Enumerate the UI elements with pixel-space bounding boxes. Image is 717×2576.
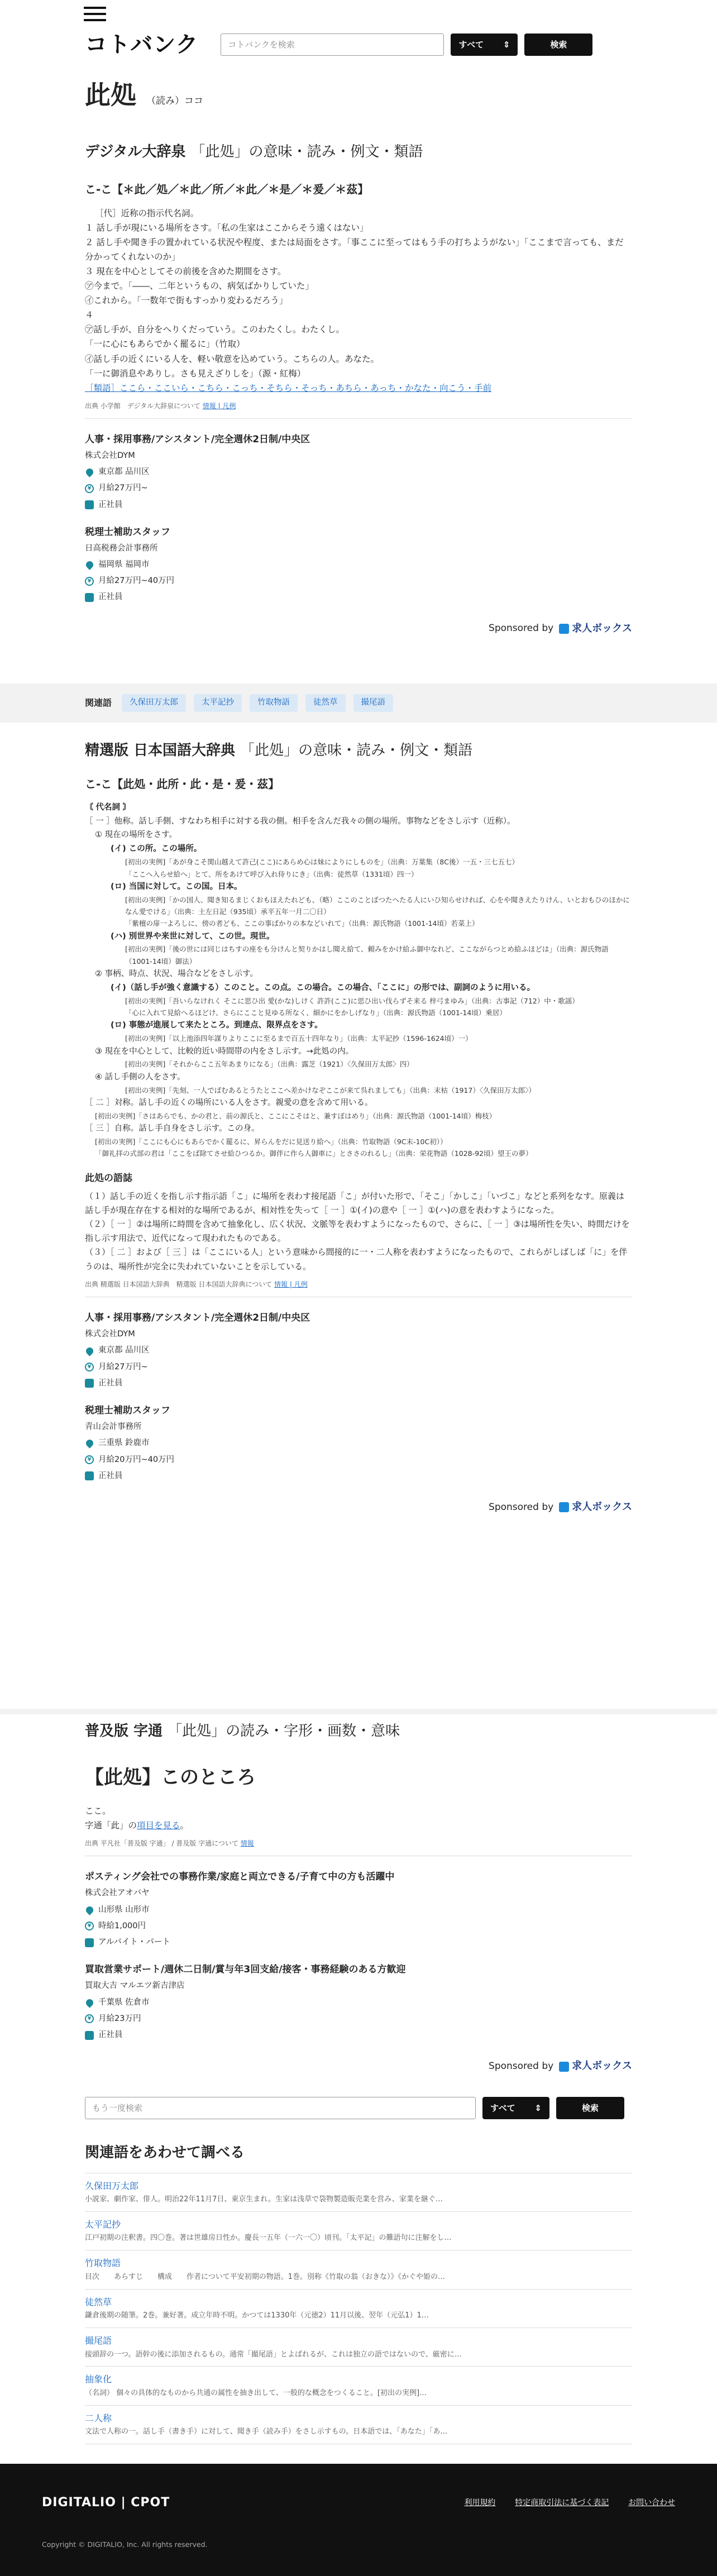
job-title[interactable]: 人事・採用事務/アシスタント/完全週休2日制/中央区 xyxy=(85,1312,310,1324)
sponsor-text: Sponsored by xyxy=(489,2060,554,2072)
kyujinbox-icon xyxy=(559,1502,569,1512)
sponsor-text: Sponsored by xyxy=(489,623,554,634)
def-line: ㋐今まで。「――、二年というもの、病気ばかりしていた」 xyxy=(85,281,314,291)
job-place: 三重県 鈴鹿市 xyxy=(98,1438,150,1448)
kyujinbox-name: 求人ボックス xyxy=(572,622,632,634)
footer-links xyxy=(447,2496,675,2509)
gogen-para: （３）［ 二 ］および［ 三 ］は「ここにいる人」という意味から間接的に一・二人称を表わすようになったもので、これらがしばしば「に」を伴うのは、場所性が完全に失われていないことを示している。 xyxy=(85,1247,628,1272)
related-terms-band xyxy=(0,684,717,723)
sponsor-line xyxy=(85,2058,632,2075)
job-employment xyxy=(85,1470,632,1483)
digitalio-logo: DIGITALIO xyxy=(42,2496,116,2510)
bottom-search xyxy=(85,2097,632,2119)
job-location xyxy=(85,1437,632,1450)
briefcase-icon xyxy=(85,1938,94,1947)
def-line: ㋑話し手の近くにいる人を、軽い敬意を込めていう。こちらの人。あなた。 xyxy=(85,353,380,364)
yen-icon: ¥ xyxy=(85,1363,94,1371)
def-line: ［ 三 ］自称。話し手自身をさし示す。この身。 xyxy=(85,1124,260,1134)
kyujinbox-name: 求人ボックス xyxy=(572,1500,632,1513)
example-line: [初出の実例]「後の世には同じはちすの座をも分けんと契りかはし聞え給て、頼みをかけ給ふ御中なれど、ここながらつとめ給ふほどは」（出典：源氏物語（1001‐14頃）御法） xyxy=(125,945,609,966)
search-input[interactable]: コトバンクを検索 xyxy=(221,34,444,56)
example-line: [初出の実例]「あが身こそ関山越えて許己(ここ)にあらめ心は妹によりにしものを」（出典：万葉集（8C後）一五・三七五七） xyxy=(125,858,519,867)
page-title: 此処 xyxy=(85,80,136,110)
job-employment xyxy=(85,1936,632,1949)
job-place: 山形県 山形市 xyxy=(98,1905,150,1914)
example-line: [初出の実例]「先刻、一人でばむあるとうたとここへ差かけなぞここが来て呉れましても」（出典：末枯（1917）〈久保田万太郎〉） xyxy=(125,1086,536,1095)
jitsu-heading: 【此処】このところ xyxy=(85,1766,256,1789)
yen-icon: ¥ xyxy=(85,577,94,586)
kyujinbox-name: 求人ボックス xyxy=(572,2060,632,2072)
example-line: [初出の実例]「さはあらでも、かの君と、前の源氏と、ここにこそはと、兼すぼはめり」（出典：源氏物語（1001‐14頃）梅枝） xyxy=(95,1111,496,1120)
cpot-logo: CPOT xyxy=(131,2496,170,2510)
source-text: 出典 精選版 日本国語大辞典 精選版 日本国語大辞典について xyxy=(85,1280,273,1288)
job-employment xyxy=(85,2029,632,2042)
related-label: 関連語 xyxy=(85,697,112,709)
def-line: ４ xyxy=(85,310,94,321)
source-info-link[interactable]: 情報 | 凡例 xyxy=(274,1280,308,1288)
location-pin-icon xyxy=(84,560,94,570)
related-tag[interactable]: 徒然草 xyxy=(305,694,346,711)
job-title[interactable]: 人事・採用事務/アシスタント/完全週休2日制/中央区 xyxy=(85,433,310,445)
job-pay: 月給27万円~ xyxy=(98,1362,148,1371)
briefcase-icon xyxy=(85,1471,94,1480)
related-desc: 江戸初期の注釈書。四〇巻。著は世雄房日性か。慶長一五年（一六一〇）頃刊。「太平記」の難語句に注解をし… xyxy=(85,2234,452,2243)
list-item[interactable] xyxy=(85,2406,632,2444)
copyright: Copyright © DIGITALIO, Inc. All rights reserved. xyxy=(42,2540,208,2549)
briefcase-icon xyxy=(85,500,94,509)
def-line: (ハ) 別世界や来世に対して、この世。現世。 xyxy=(111,931,275,941)
example-line: [初出の実例]「吾いらなけれく そこに思ひ出 愛(かな)しけく 許許(ここ)に思ひ出い伐らずそ来る 梓弓まゆみ」（出典：古事記（712）中・歌謡） xyxy=(125,996,579,1005)
headword xyxy=(85,75,632,116)
job-location xyxy=(85,558,632,571)
job-employment xyxy=(85,499,632,512)
footer-link-terms[interactable]: 利用規約 xyxy=(464,2498,496,2508)
dict-name: 精選版 日本国語大辞典 xyxy=(85,742,236,759)
search-scope-label: すべて xyxy=(458,40,484,50)
job-card[interactable] xyxy=(85,432,632,512)
yen-icon: ¥ xyxy=(85,1455,94,1464)
def-line xyxy=(85,1818,632,1833)
entry-body-fukyuban xyxy=(85,1804,632,1833)
kyujinbox-logo[interactable] xyxy=(559,621,632,637)
location-pin-icon xyxy=(84,467,94,477)
job-salary xyxy=(85,482,632,495)
kyujinbox-icon xyxy=(559,624,569,634)
kyujinbox-icon xyxy=(559,2062,569,2072)
search-button[interactable]: 検索 xyxy=(524,34,592,56)
source-line xyxy=(85,401,632,412)
related-term[interactable]: 撮尾語 xyxy=(85,2335,112,2346)
pos-label: 〘 代名詞 〙 xyxy=(85,802,131,812)
def-line: (ロ) 事態が進展して来たところ。到達点、限界点をさす。 xyxy=(111,1021,323,1030)
related-term[interactable]: 久保田万太郎 xyxy=(85,2180,139,2191)
item-link[interactable]: 項目を見る xyxy=(137,1820,180,1831)
job-type: アルバイト・パート xyxy=(98,1937,170,1947)
related-term[interactable]: 太平記抄 xyxy=(85,2219,121,2230)
job-salary xyxy=(85,2013,632,2025)
job-company: 株式会社DYM xyxy=(85,451,135,460)
def-line: ㋑これから。「一数年で街もすっかり変わるだろう」 xyxy=(85,295,288,306)
source-text: 出典 小学館 デジタル大辞泉について xyxy=(85,402,200,410)
related-desc: 小説家、劇作家、俳人。明治22年11月7日、東京生まれ。生家は浅草で袋物製造販売業を営み、家業を継ぐ… xyxy=(85,2195,443,2204)
def-line: 「一に御消息やありし。さも見えざりしを」（源・紅梅） xyxy=(85,368,306,379)
list-item[interactable] xyxy=(85,2328,632,2367)
sponsor-line xyxy=(85,1499,632,1516)
job-card[interactable] xyxy=(85,525,632,604)
main-content xyxy=(85,75,632,637)
job-card[interactable] xyxy=(85,1962,632,2042)
related-term[interactable]: 竹取物語 xyxy=(85,2258,121,2269)
job-salary xyxy=(85,1454,632,1466)
kyujinbox-logo[interactable] xyxy=(559,1499,632,1516)
def-line: ここ。 xyxy=(85,1805,111,1816)
example-line: 「御礼拝の式部の君は「ここをば除てさせ給ひつるか。御伴に作ら人御車に」とささのれるし」（出典：栄花物語（1028‐92頃）望王の夢） xyxy=(95,1149,533,1158)
def-line: ④ 話し手側の人をさす。 xyxy=(95,1072,185,1082)
job-location xyxy=(85,1904,632,1917)
section-title-seisenban xyxy=(85,739,632,763)
source-line xyxy=(85,1838,632,1849)
job-place: 東京都 品川区 xyxy=(98,467,150,477)
synonyms-line[interactable]: ［類語］ここら・ここいら・こちら・こっち・そちら・そっち・あちら・あっち・かなた・向こう・手前 xyxy=(85,383,492,393)
gogen-para: （２）［ 一 ］②は場所に時間を含めて抽象化し、広く状況、文脈等を表わすようになったもので、さらに、［ 一 ］③は場所性を失い、時間だけを指し示す用法で、近代になって現われたものである。 xyxy=(85,1219,630,1244)
search-button[interactable]: 検索 xyxy=(556,2097,624,2119)
def-line: ① 現在の場所をさす。 xyxy=(95,830,177,840)
job-place: 千葉県 佐倉市 xyxy=(98,1997,150,2007)
job-place: 福岡県 福岡市 xyxy=(98,560,150,570)
location-pin-icon xyxy=(84,1438,94,1449)
job-type: 正社員 xyxy=(98,500,123,509)
link-suffix: 。 xyxy=(180,1820,189,1831)
sponsor-line xyxy=(85,621,632,637)
def-line: ２ 話し手や聞き手の置かれている状況や程度、または局面をさす。「事ここに至ってはもう手の打ちようがない」「ここまで言っても、まだ分かってくれないのか」 xyxy=(85,237,624,262)
def-line: 「一に心にもあらでかく罷るに」（竹取） xyxy=(85,339,245,350)
list-item[interactable] xyxy=(85,2290,632,2328)
topbar xyxy=(0,0,717,28)
related-tag[interactable]: 竹取物語 xyxy=(250,694,298,711)
site-footer xyxy=(0,2464,717,2576)
example-line: [初出の実例]「以上池添四年謀りよりここに至るまで百五十四年なり」（出典：太平記抄（1596‐1624頃）一） xyxy=(125,1034,472,1043)
job-title[interactable]: 買取営業サポート/週休二日制/賞与年3回支給/接客・事務経験のある方歓迎 xyxy=(85,1964,406,1976)
def-line: ［ 一 ］他称。話し手側、すなわち相手に対する我の側。相手を含んだ我々の側の場所。事物などをさし示す（近称）。 xyxy=(85,816,515,826)
job-employment xyxy=(85,1377,632,1390)
related-tag[interactable]: 太平記抄 xyxy=(194,694,242,711)
list-item[interactable] xyxy=(85,2212,632,2250)
def-line: ［ 二 ］対称。話し手の近くの場所にいる人をさす。親愛の意を含めて用いる。 xyxy=(85,1098,373,1107)
job-title[interactable]: 税理士補助スタッフ xyxy=(85,1404,170,1416)
source-line xyxy=(85,1279,632,1290)
related-tag[interactable]: 久保田万太郎 xyxy=(122,694,186,711)
job-type: 正社員 xyxy=(98,1378,123,1388)
job-pay: 時給1,000円 xyxy=(98,1921,146,1930)
job-company: 株式会社アオバヤ xyxy=(85,1889,150,1898)
divider xyxy=(85,418,632,419)
def-line: ３ 現在を中心としてその前後を含めた期間をさす。 xyxy=(85,266,286,277)
example-line: 「ここへ入らせ給へ」とて、所をあけて呼び入れ侍りにき」（出典：徒然草（1331頃）四一） xyxy=(125,869,418,878)
section-separator-band xyxy=(0,1709,717,1714)
dict-name: 普及版 字通 xyxy=(85,1723,163,1739)
gogen-para: （１）話し手の近くを指し示す指示語「こ」に場所を表わす接尾語「こ」が付いた形で、「そこ」「かしこ」「いづこ」などと系列をなす。原義は話し手が現在存在する相対的な場所であるが、相対性を失って［ 一 ］①(イ)の意や［ 一 ］①(ハ)の意を表わすようになった。 xyxy=(85,1191,625,1215)
entry-body-daijisen xyxy=(85,206,632,395)
job-company: 青山会計事務所 xyxy=(85,1422,142,1432)
search-scope-select[interactable] xyxy=(451,34,518,56)
sponsor-text: Sponsored by xyxy=(489,1501,554,1513)
section-title-daijisen xyxy=(85,141,632,164)
gogen-body xyxy=(85,1189,632,1274)
search-scope-label: すべて xyxy=(490,2102,515,2113)
def-line: (イ) この所。この場所。 xyxy=(111,844,202,854)
job-pay: 月給23万円 xyxy=(98,2014,141,2023)
job-salary xyxy=(85,1920,632,1933)
entry-heading: こ‐こ【此処・此所・此・是・爰・茲】 xyxy=(85,777,280,791)
dict-subtitle: 「此処」の意味・読み・例文・類語 xyxy=(240,742,473,759)
job-pay: 月給27万円~40万円 xyxy=(98,576,175,586)
entry-body-seisenban xyxy=(85,801,632,1160)
location-pin-icon xyxy=(84,1905,94,1915)
job-pay: 月給27万円~ xyxy=(98,484,148,493)
reading: （読み）ココ xyxy=(146,95,203,107)
related-desc: 目次 あらすじ 構成 作者について平安初期の物語。1巻。別称《竹取の翁（おきな）》《かぐや姫の… xyxy=(85,2272,446,2281)
related-desc: 鎌倉後期の随筆。2巻。兼好著。成立年時不明。かつては1330年（元徳2）11月以後、翌年（元弘1）1… xyxy=(85,2311,429,2320)
footer-link-legal[interactable]: 特定商取引法に基づく表記 xyxy=(515,2498,609,2508)
dict-subtitle: 「此処」の読み・字形・画数・意味 xyxy=(168,1723,400,1739)
job-pay: 月給20万円~40万円 xyxy=(98,1455,175,1464)
yen-icon: ¥ xyxy=(85,2014,94,2023)
job-employment xyxy=(85,591,632,604)
search-again-input[interactable]: もう一度検索 xyxy=(85,2097,476,2119)
source-text: 出典 平凡社「普及版 字通」 / 普及版 字通について xyxy=(85,1839,238,1848)
briefcase-icon xyxy=(85,1379,94,1388)
job-location xyxy=(85,1344,632,1357)
job-place: 東京都 品川区 xyxy=(98,1346,150,1355)
job-card[interactable] xyxy=(85,1311,632,1390)
list-item[interactable] xyxy=(85,2367,632,2405)
job-title[interactable]: ポスティング会社での事務作業/家庭と両立できる/子育て中の方も活躍中 xyxy=(85,1871,395,1883)
dict-subtitle: 「此処」の意味・読み・例文・類語 xyxy=(190,143,423,160)
job-type: 正社員 xyxy=(98,1471,123,1480)
job-salary xyxy=(85,1361,632,1374)
related-tag[interactable]: 撮尾語 xyxy=(353,694,394,711)
job-location xyxy=(85,1996,632,2009)
related-term[interactable]: 抽象化 xyxy=(85,2374,112,2385)
def-line: (ロ) 当国に対して。この国。日本。 xyxy=(111,882,242,891)
fukyuban-section xyxy=(85,1714,632,2444)
related-term[interactable]: 二人称 xyxy=(85,2412,112,2424)
location-pin-icon xyxy=(84,1346,94,1356)
list-item[interactable] xyxy=(85,2173,632,2212)
related-list-title: 関連語をあわせて調べる xyxy=(85,2144,245,2161)
job-company: 買取大吉 マルエツ新吉津店 xyxy=(85,1981,185,1991)
related-desc: （名詞） 個々の具体的なものから共通の属性を抽き出して、一般的な概念をつくること。[初出の実例]… xyxy=(85,2389,427,2398)
footer-link-contact[interactable]: お問い合わせ xyxy=(628,2498,675,2508)
example-line: 「紫檀の扉一よろしに、傍の者ども、ここの事ばかりの本などいれて」（出典：源氏物語（1001‐14頃）若菜上） xyxy=(125,919,479,928)
related-term[interactable]: 徒然草 xyxy=(85,2296,112,2307)
job-salary xyxy=(85,575,632,587)
list-item[interactable] xyxy=(85,2250,632,2289)
def-line: １ 話し手が現にいる場所をさす。「私の生家はここからそう遠くはない」 xyxy=(85,223,369,233)
job-company: 株式会社DYM xyxy=(85,1330,135,1339)
job-card[interactable] xyxy=(85,1403,632,1483)
select-arrows-icon: ⇕ xyxy=(534,2102,542,2113)
def-line: ㋐話し手が、自分をへりくだっていう。このわたくし。わたくし。 xyxy=(85,324,345,335)
job-company: 日高税務会計事務所 xyxy=(85,543,158,553)
yen-icon: ¥ xyxy=(85,484,94,493)
footer-row xyxy=(42,2464,675,2512)
hamburger-menu-icon[interactable] xyxy=(84,7,106,21)
entry-heading: こ‐こ【＊此／処／＊此／所／＊此／＊是／＊爰／＊茲】 xyxy=(85,183,369,197)
job-type: 正社員 xyxy=(98,592,123,602)
dict-name: デジタル大辞泉 xyxy=(85,143,186,160)
site-logo[interactable]: コトバンク xyxy=(85,32,199,58)
link-prefix: 字通「此」の xyxy=(85,1820,137,1831)
related-list xyxy=(85,2142,632,2444)
source-info-link[interactable]: 情報 xyxy=(240,1839,254,1848)
briefcase-icon xyxy=(85,2031,94,2040)
job-type: 正社員 xyxy=(98,2030,123,2039)
example-line: [初出の実例]「かの国人、聞き知るまじくおもほえたれども、（略）ここのことばつたへたる人にいひ知らせければ、心をや聞きえたりけん、いとおもひのほかになん愛でける」（出典：土左日記（935頃）承平五年一月二〇日） xyxy=(125,895,630,916)
source-info-link[interactable]: 情報 | 凡例 xyxy=(202,402,236,410)
section-title-fukyuban xyxy=(85,1720,632,1743)
footer-brand[interactable]: DIGITALIO | CPOT xyxy=(42,2496,170,2510)
select-arrows-icon: ⇕ xyxy=(503,40,510,50)
seisenban-section xyxy=(85,723,632,1516)
job-location xyxy=(85,466,632,479)
location-pin-icon xyxy=(84,1997,94,2008)
job-card[interactable] xyxy=(85,1870,632,1949)
def-line: ［代］近称の指示代名詞。 xyxy=(95,208,199,219)
site-header xyxy=(85,28,632,61)
example-line: [初出の実例]「ここにも心にもあらでかく罷るに、昇らんをだに見送り給へ」（出典：竹取物語（9C末‐10C初）） xyxy=(95,1138,447,1146)
related-desc: 接頭辞の一つ。語幹の後に添加されるもの。通常「撮尾語」とよばれるが、これは独立の語ではないので、厳密に… xyxy=(85,2350,462,2359)
related-terms xyxy=(85,684,632,723)
search-scope-select[interactable] xyxy=(482,2097,549,2119)
yen-icon: ¥ xyxy=(85,1922,94,1930)
kyujinbox-logo[interactable] xyxy=(559,2058,632,2075)
def-line: ② 事柄、時点、状況、場合などをさし示す。 xyxy=(95,969,258,978)
gogen-heading: 此処の語誌 xyxy=(85,1172,132,1184)
related-desc: 文法で人称の一。話し手（書き手）に対して、聞き手（読み手）をさし示すもの。日本語では、「あなた」「あ… xyxy=(85,2427,448,2436)
job-title[interactable]: 税理士補助スタッフ xyxy=(85,526,170,538)
def-line: ③ 現在を中心として、比較的近い時間帯の内をさし示す。→此処の内。 xyxy=(95,1046,354,1056)
example-line: 「心に入れて見給へるほどけ、さらにここと見ゆる所なく、細かにをかしげなり」（出典：源氏物語（1001‐14頃）乗居） xyxy=(125,1009,506,1017)
briefcase-icon xyxy=(85,593,94,602)
def-line: (イ)（話し手が強く意識する）このこと。この点。この場合。この場合、「ここに」の形では、副詞のように用いる。 xyxy=(111,983,535,992)
example-line: [初出の実例]「それからここ五年あまりになる」（出典：露芝（1921）〈久保田万太郎〉四） xyxy=(125,1060,414,1069)
